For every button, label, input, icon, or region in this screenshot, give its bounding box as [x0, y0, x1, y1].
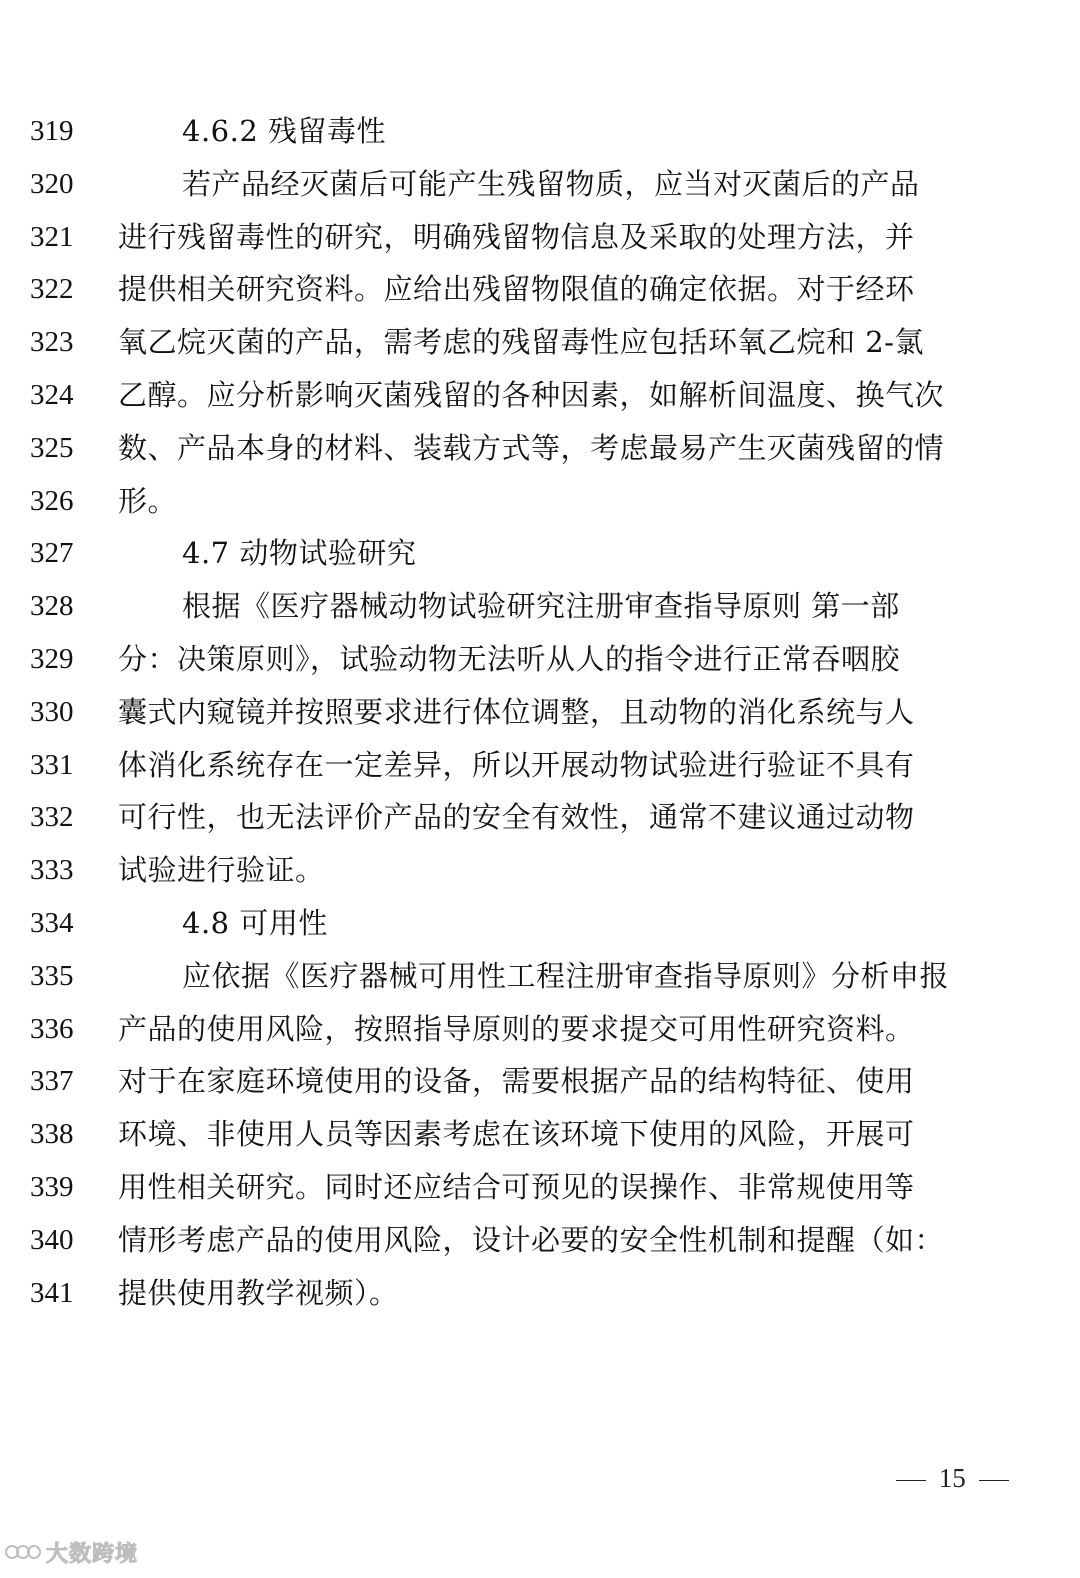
document-line: [0, 1161, 1080, 1214]
page-number: 15: [938, 1463, 966, 1493]
watermark-logo-icon: [4, 1541, 42, 1563]
document-line: [0, 950, 1080, 1003]
line-number: 321: [30, 220, 74, 253]
line-text: 试验进行验证。: [118, 853, 325, 888]
line-number: 339: [30, 1171, 74, 1203]
document-line: [0, 316, 1080, 369]
document-line: [0, 158, 1080, 211]
line-number: 327: [30, 537, 74, 570]
document-line: [0, 1214, 1080, 1267]
document-line: [0, 369, 1080, 422]
line-text: 分：决策原则》，试验动物无法听从人的指令进行正常吞咽胶: [118, 642, 901, 676]
document-line: [0, 422, 1080, 475]
line-text: 体消化系统存在一定差异，所以开展动物试验进行验证不具有: [118, 747, 915, 782]
line-number: 325: [30, 431, 74, 464]
line-number: 322: [30, 273, 74, 306]
line-number: 329: [30, 643, 74, 675]
document-line: [0, 1055, 1080, 1108]
document-line: [0, 1267, 1080, 1320]
line-number: 336: [30, 1012, 74, 1045]
line-number: 330: [30, 695, 74, 728]
line-number: 326: [30, 484, 74, 517]
document-line: [0, 263, 1080, 316]
line-text: 产品的使用风险，按照指导原则的要求提交可用性研究资料。: [118, 1011, 915, 1046]
line-text: 囊式内窥镜并按照要求进行体位调整，且动物的消化系统与人: [118, 694, 915, 729]
document-line: [0, 211, 1080, 264]
line-number: 340: [30, 1223, 74, 1256]
document-line: [0, 791, 1080, 844]
line-text: 形。: [118, 483, 178, 518]
document-line: [0, 686, 1080, 739]
line-number: 333: [30, 854, 74, 887]
line-number: 320: [30, 167, 74, 200]
line-number: 341: [30, 1276, 74, 1309]
document-line: [0, 105, 1080, 158]
document-line: [0, 633, 1080, 686]
line-text: 应依据《医疗器械可用性工程注册审查指导原则》分析申报: [182, 958, 950, 993]
document-line: [0, 1003, 1080, 1056]
line-text: 数、产品本身的材料、装载方式等，考虑最易产生灭菌残留的情: [118, 430, 945, 465]
document-line: [0, 897, 1080, 950]
line-text: 4.7 动物试验研究: [182, 536, 417, 571]
line-text: 环境、非使用人员等因素考虑在该环境下使用的风险，开展可: [118, 1117, 915, 1152]
line-text: 提供相关研究资料。应给出残留物限值的确定依据。对于经环: [118, 272, 915, 307]
line-text: 进行残留毒性的研究，明确残留物信息及采取的处理方法，并: [118, 219, 915, 254]
watermark: [4, 1534, 138, 1570]
line-number: 324: [30, 379, 74, 411]
line-text: 根据《医疗器械动物试验研究注册审查指导原则 第一部: [182, 589, 900, 624]
document-line: [0, 475, 1080, 528]
line-text: 情形考虑产品的使用风险，设计必要的安全性机制和提醒（如：: [118, 1222, 945, 1257]
line-text: 4.6.2 残留毒性: [182, 114, 387, 148]
document-line: [0, 844, 1080, 897]
line-text: 氧乙烷灭菌的产品，需考虑的残留毒性应包括环氧乙烷和 2-氯: [118, 325, 924, 360]
line-text: 可行性，也无法评价产品的安全有效性，通常不建议通过动物: [118, 800, 915, 835]
line-number: 323: [30, 326, 74, 359]
document-line: [0, 1108, 1080, 1161]
line-text: 提供使用教学视频）。: [118, 1275, 399, 1310]
page-footer: [890, 1458, 1030, 1498]
document-line: [0, 739, 1080, 792]
document-line: [0, 527, 1080, 580]
line-text: 若产品经灭菌后可能产生残留物质，应当对灭菌后的产品: [182, 166, 920, 201]
document-line: [0, 580, 1080, 633]
line-number: 332: [30, 801, 74, 834]
footer-dash-left: [896, 1480, 926, 1481]
line-text: 乙醇。应分析影响灭菌残留的各种因素，如解析间温度、换气次: [118, 378, 945, 412]
watermark-text: 大数跨境: [46, 1541, 139, 1567]
line-number: 335: [30, 959, 74, 992]
line-text: 对于在家庭环境使用的设备，需要根据产品的结构特征、使用: [118, 1064, 915, 1099]
line-number: 337: [30, 1065, 74, 1098]
line-text: 4.8 可用性: [182, 906, 328, 940]
line-number: 334: [30, 907, 74, 939]
line-number: 328: [30, 590, 74, 623]
line-number: 331: [30, 748, 74, 781]
line-number: 338: [30, 1118, 74, 1151]
line-text: 用性相关研究。同时还应结合可预见的误操作、非常规使用等: [118, 1170, 915, 1204]
footer-dash-right: [979, 1480, 1009, 1481]
line-number: 319: [30, 115, 74, 147]
